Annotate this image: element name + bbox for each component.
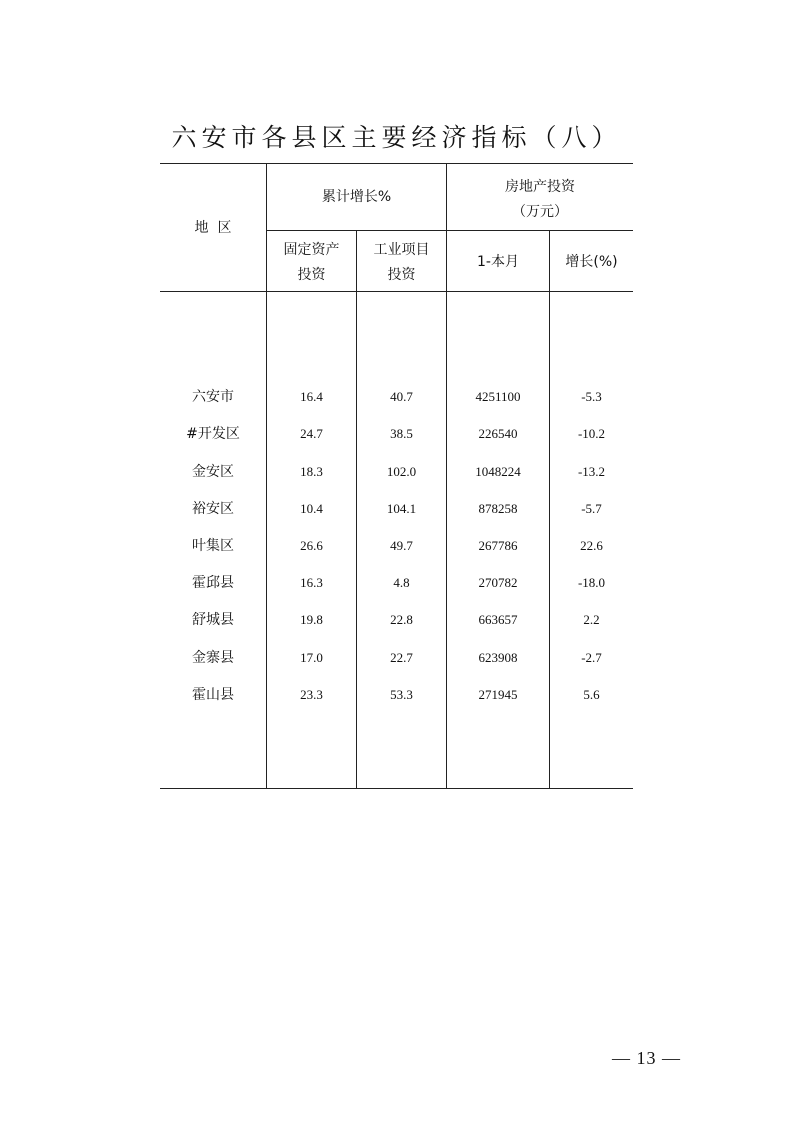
header-ytd: 1-本月	[477, 254, 519, 270]
industrial-value: 104.1	[386, 501, 417, 516]
region-name: 霍山县	[192, 687, 234, 703]
ytd-value: 271945	[478, 687, 518, 702]
fixed-asset-value: 23.3	[300, 687, 323, 702]
table-top-rule	[160, 163, 633, 164]
header-sub-rule	[267, 230, 633, 231]
header-bottom-rule	[160, 291, 633, 292]
header-industrial-line2: 投资	[387, 267, 416, 283]
region-name: 六安市	[192, 389, 234, 405]
industrial-value: 38.5	[390, 426, 413, 441]
ytd-value: 4251100	[475, 389, 521, 404]
header-cumulative-growth: 累计增长%	[321, 189, 392, 205]
header-fixed-asset-line2: 投资	[297, 267, 326, 283]
industrial-value: 22.8	[390, 612, 413, 627]
fixed-asset-value: 10.4	[300, 501, 323, 516]
growth-value: 22.6	[580, 538, 603, 553]
industrial-value: 102.0	[386, 464, 417, 479]
economic-indicators-table	[160, 163, 633, 789]
region-name: 叶集区	[192, 538, 234, 554]
ytd-value: 270782	[478, 575, 518, 590]
fixed-asset-value: 26.6	[300, 538, 323, 553]
region-name: 霍邱县	[192, 575, 234, 591]
growth-value: 5.6	[583, 687, 600, 702]
header-growth: 增长(%)	[565, 254, 618, 270]
region-name: #开发区	[186, 426, 240, 442]
fixed-asset-value: 17.0	[300, 650, 323, 665]
fixed-asset-value: 19.8	[300, 612, 323, 627]
industrial-value: 49.7	[390, 538, 413, 553]
region-name: 金寨县	[192, 650, 234, 666]
header-realestate-line1: 房地产投资	[505, 179, 575, 195]
region-name: 舒城县	[192, 612, 234, 628]
page-title: 六安市各县区主要经济指标（八）	[171, 123, 622, 152]
growth-value: -13.2	[577, 464, 606, 479]
fixed-asset-value: 18.3	[300, 464, 323, 479]
growth-value: -5.7	[581, 501, 602, 516]
ytd-value: 226540	[478, 426, 518, 441]
header-fixed-asset-line1: 固定资产	[283, 242, 340, 258]
ytd-value: 267786	[478, 538, 518, 553]
fixed-asset-value: 16.4	[300, 389, 323, 404]
ytd-value: 623908	[478, 650, 518, 665]
industrial-value: 40.7	[390, 389, 413, 404]
ytd-value: 663657	[478, 612, 518, 627]
industrial-value: 4.8	[393, 575, 410, 590]
region-name: 金安区	[192, 464, 234, 480]
ytd-value: 878258	[478, 501, 518, 516]
header-industrial-line1: 工业项目	[373, 242, 430, 258]
ytd-value: 1048224	[475, 464, 521, 479]
growth-value: 2.2	[583, 612, 600, 627]
growth-value: -2.7	[581, 650, 602, 665]
table-bottom-rule	[160, 788, 633, 789]
growth-value: -5.3	[581, 389, 602, 404]
growth-value: -18.0	[577, 575, 606, 590]
header-region: 地 区	[194, 220, 232, 236]
fixed-asset-value: 16.3	[300, 575, 323, 590]
region-name: 裕安区	[192, 501, 234, 517]
fixed-asset-value: 24.7	[300, 426, 323, 441]
industrial-value: 53.3	[390, 687, 413, 702]
industrial-value: 22.7	[390, 650, 413, 665]
page-number: — 13 —	[612, 1048, 681, 1068]
header-realestate-line2: （万元）	[512, 204, 568, 220]
growth-value: -10.2	[577, 426, 606, 441]
